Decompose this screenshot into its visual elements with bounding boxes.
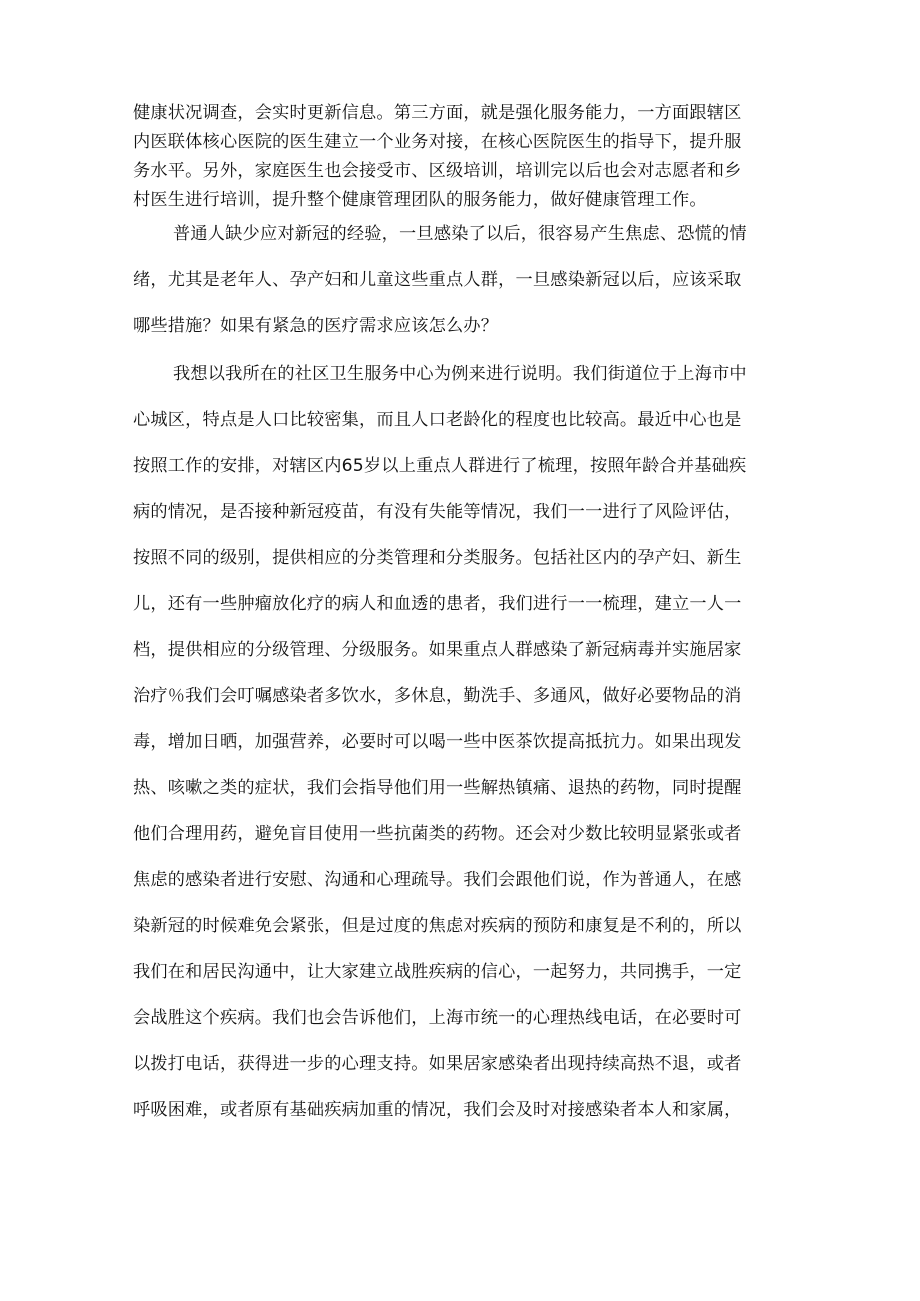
text-line: 村医生进行培训，提升整个健康管理团队的服务能力，做好健康管理工作。 bbox=[133, 190, 707, 210]
text-line: 治疗％我们会叮嘱感染者多饮水，多休息，勤洗手、多通风，做好必要物品的消 bbox=[133, 686, 742, 706]
text-line: 呼吸困难，或者原有基础疾病加重的情况，我们会及时对接感染者本人和家属， bbox=[133, 1100, 742, 1120]
text-line: 病的情况，是否接种新冠疫苗，有没有失能等情况，我们一一进行了风险评估， bbox=[133, 502, 742, 522]
text-line: 内医联体核心医院的医生建立一个业务对接，在核心医院医生的指导下，提升服 bbox=[133, 132, 742, 152]
text-line: 热、咳嗽之类的症状，我们会指导他们用一些解热镇痛、退热的药物，同时提醒 bbox=[133, 778, 742, 798]
text-line: 会战胜这个疾病。我们也会告诉他们，上海市统一的心理热线电话，在必要时可 bbox=[133, 1008, 742, 1028]
text-line: 毒，增加日晒，加强营养，必要时可以喝一些中医茶饮提高抵抗力。如果出现发 bbox=[133, 732, 742, 752]
text-line: 按照不同的级别，提供相应的分类管理和分类服务。包括社区内的孕产妇、新生 bbox=[133, 548, 742, 568]
text-line: 普通人缺少应对新冠的经验，一旦感染了以后，很容易产生焦虑、恐慌的情 bbox=[173, 224, 747, 244]
text-line: 绪，尤其是老年人、孕产妇和儿童这些重点人群，一旦感染新冠以后，应该采取 bbox=[133, 270, 742, 290]
text-line: 我想以我所在的社区卫生服务中心为例来进行说明。我们街道位于上海市中 bbox=[173, 364, 747, 384]
text-line: 以拨打电话，获得进一步的心理支持。如果居家感染者出现持续高热不退，或者 bbox=[133, 1054, 742, 1074]
text-line: 档，提供相应的分级管理、分级服务。如果重点人群感染了新冠病毒并实施居家 bbox=[133, 640, 742, 660]
text-line: 他们合理用药，避免盲目使用一些抗菌类的药物。还会对少数比较明显紧张或者 bbox=[133, 824, 742, 844]
text-line: 染新冠的时候难免会紧张，但是过度的焦虑对疾病的预防和康复是不利的，所以 bbox=[133, 916, 742, 936]
text-line: 健康状况调查，会实时更新信息。第三方面，就是强化服务能力，一方面跟辖区 bbox=[133, 103, 742, 123]
text-line: 心城区，特点是人口比较密集，而且人口老龄化的程度也比较高。最近中心也是 bbox=[133, 410, 742, 430]
text-line: 儿，还有一些肿瘤放化疗的病人和血透的患者，我们进行一一梳理，建立一人一 bbox=[133, 594, 742, 614]
text-line: 务水平。另外，家庭医生也会接受市、区级培训，培训完以后也会对志愿者和乡 bbox=[133, 161, 742, 181]
text-line: 焦虑的感染者进行安慰、沟通和心理疏导。我们会跟他们说，作为普通人，在感 bbox=[133, 870, 742, 890]
text-line: 哪些措施？如果有紧急的医疗需求应该怎么办？ bbox=[133, 316, 499, 336]
text-line: 按照工作的安排，对辖区内65岁以上重点人群进行了梳理，按照年龄合并基础疾 bbox=[133, 456, 747, 476]
text-line: 我们在和居民沟通中，让大家建立战胜疾病的信心，一起努力，共同携手，一定 bbox=[133, 962, 742, 982]
